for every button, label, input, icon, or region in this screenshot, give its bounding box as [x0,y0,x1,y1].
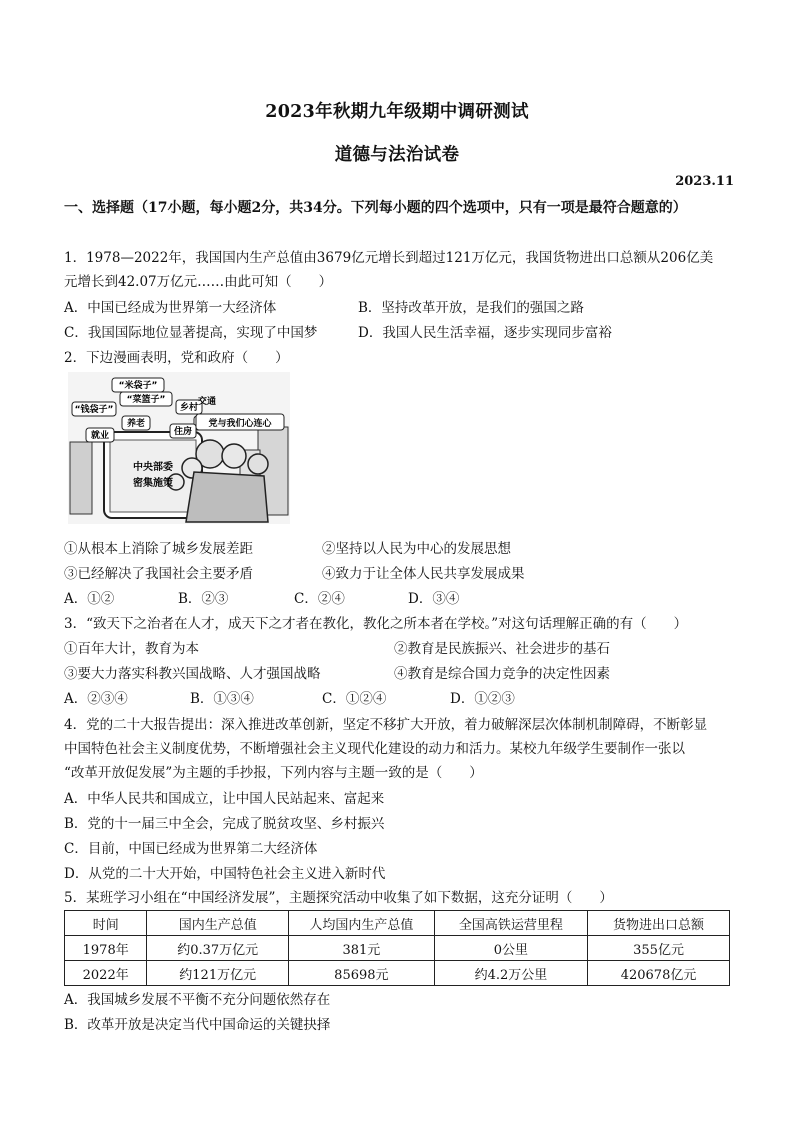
q3-option-b: B．①③④ [190,691,254,707]
cartoon-label-ministries: 中央部委 [133,462,173,473]
q3-statement-2: ②教育是民族振兴、社会进步的基石 [394,641,610,657]
q2-option-c: C．②④ [294,591,345,607]
cartoon-label-elderly: 养老 [126,419,146,429]
exam-title: 2023年秋期九年级期中调研测试 [265,102,529,122]
cartoon-label-money: “钱袋子” [74,405,114,415]
q4-option-d: D．从党的二十大开始，中国特色社会主义进入新时代 [64,866,386,882]
cartoon-label-traffic: 交通 [197,397,217,407]
q4-option-b: B．党的十一届三中全会，完成了脱贫攻坚、乡村振兴 [64,816,385,832]
q2-cartoon-image [68,372,290,524]
q1-option-c: C．我国国际地位显著提高，实现了中国梦 [64,325,318,341]
q3-option-d: D．①②③ [450,691,515,707]
table-cell: 0公里 [434,936,587,961]
table-header-cell: 全国高铁运营里程 [434,911,587,936]
table-header-cell: 时间 [65,911,147,936]
q1-option-b: B．坚持改革开放，是我们的强国之路 [358,300,584,316]
q3-statement-4: ④教育是综合国力竞争的决定性因素 [394,666,610,682]
exam-subtitle: 道德与法治试卷 [334,145,460,165]
table-cell: 85698元 [289,961,435,986]
q2-statement-1: ①从根本上消除了城乡发展差距 [64,541,253,557]
q3-stem: 3．“致天下之治者在人才，成天下之才者在教化，教化之所本者在学校。”对这句话理解正确的有（ ） [64,616,688,632]
q3-statement-3: ③要大力落实科教兴国战略、人才强国战略 [64,666,321,682]
q5-data-table [64,910,730,986]
q2-stem: 2．下边漫画表明，党和政府（ ） [64,350,289,366]
table-header-cell: 人均国内生产总值 [289,911,435,936]
q5-option-a: A．我国城乡发展不平衡不充分问题依然存在 [64,992,331,1008]
table-cell: 2022年 [65,961,147,986]
q1-stem-line2: 元增长到42.07万亿元……由此可知（ ） [64,274,333,290]
q4-stem-line3: “改革开放促发展”为主题的手抄报，下列内容与主题一致的是（ ） [64,765,483,781]
q2-statement-2: ②坚持以人民为中心的发展思想 [322,541,511,557]
q1-stem-line1: 1．1978—2022年，我国国内生产总值由3679亿元增长到超过121万亿元，我国货物进出口总额从206亿美 [64,250,714,266]
table-header-cell: 国内生产总值 [147,911,289,936]
q4-stem-line1: 4．党的二十大报告提出：深入推进改革创新，坚定不移扩大开放，着力破解深层次体制机制障碍，不断彰显 [64,717,708,733]
table-cell: 355亿元 [588,936,730,961]
q2-statement-3: ③已经解决了我国社会主要矛盾 [64,566,253,582]
cartoon-label-rice: “米袋子” [118,381,158,391]
table-cell: 381元 [289,936,435,961]
q2-option-d: D．③④ [408,591,460,607]
table-cell: 1978年 [65,936,147,961]
table-row [65,936,730,961]
q3-statement-1: ①百年大计，教育为本 [64,641,199,657]
table-row [65,961,730,986]
section-heading: 一、选择题（17小题，每小题2分，共34分。下列每小题的四个选项中，只有一项是最符合题意的） [64,200,687,216]
cartoon-label-jobs: 就业 [90,431,110,441]
cartoon-label-policies: 密集施策 [133,478,173,489]
table-cell: 约121万亿元 [147,961,289,986]
exam-date: 2023.11 [675,174,734,189]
q4-option-c: C．目前，中国已经成为世界第二大经济体 [64,841,318,857]
q2-option-a: A．①② [64,591,115,607]
table-cell: 约4.2万公里 [434,961,587,986]
cartoon-label-vegetable: “菜篮子” [126,395,166,405]
q1-option-d: D．我国人民生活幸福，逐步实现同步富裕 [358,325,612,341]
q5-option-b: B．改革开放是决定当代中国命运的关键抉择 [64,1017,331,1033]
cartoon-label-party: 党与我们心连心 [208,419,272,429]
q4-stem-line2: 中国特色社会主义制度优势，不断增强社会主义现代化建设的动力和活力。某校九年级学生要制作一张以 [64,741,685,757]
q3-option-a: A．②③④ [64,691,128,707]
table-header-cell: 货物进出口总额 [588,911,730,936]
table-header-row [65,911,730,936]
q5-stem: 5．某班学习小组在“中国经济发展”，主题探究活动中收集了如下数据，这充分证明（ ） [64,890,613,906]
table-cell: 420678亿元 [588,961,730,986]
q3-option-c: C．①②④ [322,691,387,707]
cartoon-label-housing: 住房 [173,427,193,437]
q2-statement-4: ④致力于让全体人民共享发展成果 [322,566,525,582]
q4-option-a: A．中华人民共和国成立，让中国人民站起来、富起来 [64,791,385,807]
q2-option-b: B．②③ [178,591,229,607]
table-cell: 约0.37万亿元 [147,936,289,961]
cartoon-label-village: 乡村 [179,403,199,413]
q1-option-a: A．中国已经成为世界第一大经济体 [64,300,277,316]
